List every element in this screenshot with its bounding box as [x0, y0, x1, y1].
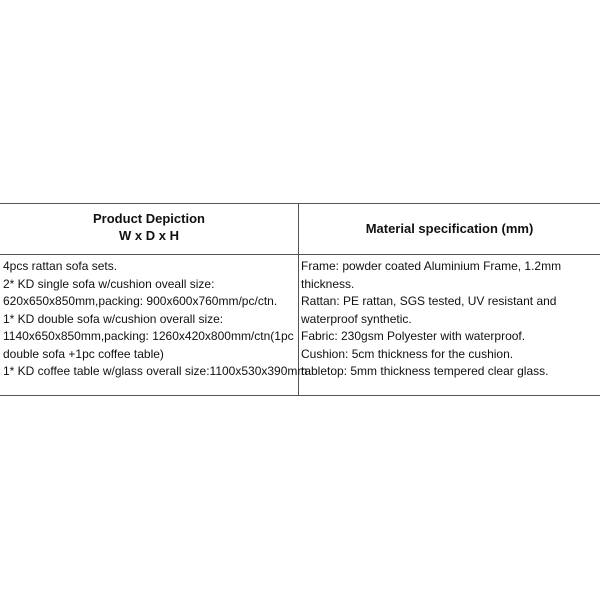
material-specification-title: Material specification (mm) — [365, 221, 534, 236]
material-line: Frame: powder coated Aluminium Frame, 1.2mm — [301, 259, 562, 273]
product-line: 1* KD coffee table w/glass overall size:1100x530x390mm — [3, 364, 308, 378]
product-line: double sofa +1pc coffee table) — [3, 346, 164, 361]
product-depiction-cell — [3, 258, 308, 381]
material-line: Rattan: PE rattan, SGS tested, UV resistant and — [301, 294, 557, 308]
product-depiction-title: Product Depiction — [93, 211, 205, 226]
material-line: waterproof synthetic. — [301, 311, 412, 326]
product-line: 1* KD double sofa w/cushion overall size: — [3, 311, 224, 326]
material-line: thickness. — [301, 276, 355, 291]
product-line: 4pcs rattan sofa sets. — [3, 259, 118, 273]
product-line: 1140x650x850mm,packing: 1260x420x800mm/ctn(1pc — [3, 329, 294, 343]
table-bottom-border — [0, 395, 600, 396]
material-specification-cell — [301, 258, 597, 381]
product-depiction-header — [0, 210, 298, 244]
product-line: 620x650x850mm,packing: 900x600x760mm/pc/ctn. — [3, 294, 278, 308]
material-line: Fabric: 230gsm Polyester with waterproof. — [301, 329, 526, 343]
material-line: Cushion: 5cm thickness for the cushion. — [301, 346, 514, 361]
material-specification-header — [299, 220, 600, 237]
product-line: 2* KD single sofa w/cushion oveall size: — [3, 276, 215, 291]
product-dimensions-label: W x D x H — [119, 228, 179, 243]
material-line: tabletop: 5mm thickness tempered clear glass. — [301, 364, 549, 378]
table-header-border — [0, 254, 600, 255]
table-top-border — [0, 203, 600, 204]
